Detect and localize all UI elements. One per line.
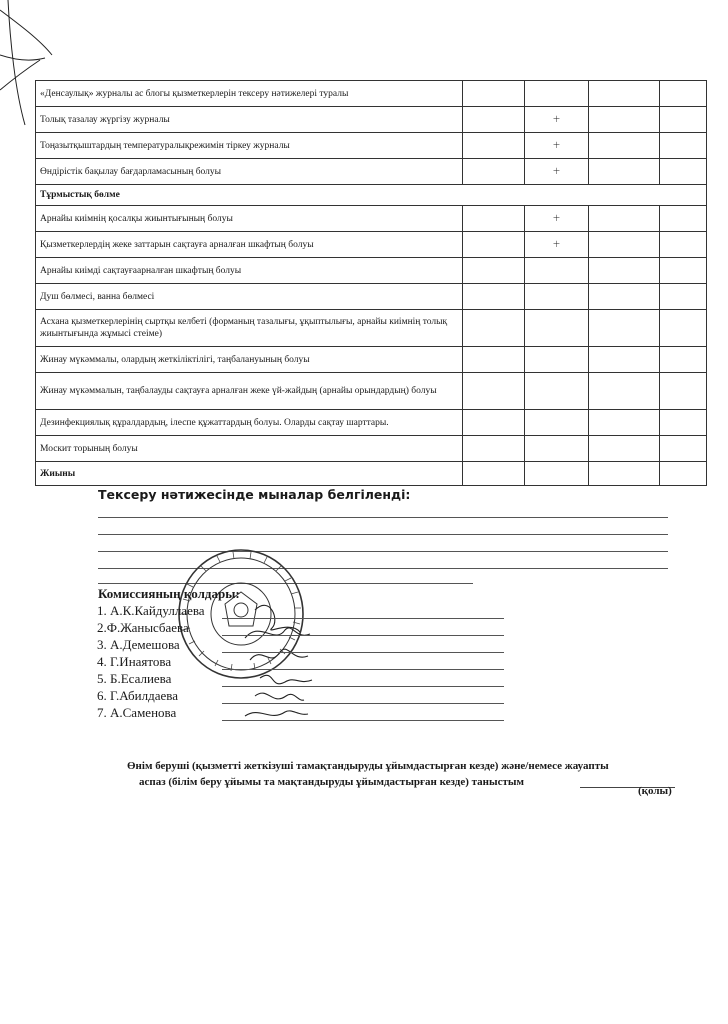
row-mark-cell — [525, 284, 589, 310]
results-title: Тексеру нәтижесінде мыналар белгіленді: — [98, 487, 411, 502]
row-mark-cell — [525, 347, 589, 373]
commission-member: 1. А.К.Кайдуллаева — [97, 603, 205, 618]
row-mark-cell — [660, 373, 707, 410]
row-mark-cell: + — [525, 206, 589, 232]
row-mark-cell: + — [525, 232, 589, 258]
row-label: Қызметкерлердің жеке заттарын сақтауға арналған шкафтың болуы — [36, 232, 463, 258]
row-mark-cell — [463, 133, 525, 159]
table-row — [36, 462, 707, 486]
row-mark-cell — [589, 258, 660, 284]
row-mark-cell — [525, 462, 589, 486]
row-mark-cell — [589, 436, 660, 462]
footer-signature-label: (қолы) — [638, 785, 672, 797]
table-row — [36, 436, 707, 462]
results-line — [98, 534, 668, 535]
row-mark-cell — [660, 436, 707, 462]
row-mark-cell — [463, 81, 525, 107]
row-mark-cell — [463, 107, 525, 133]
footer-line-2: аспаз (білім беру ұйымы та мақтандыруды ұйымдастырған кезде) таныстым — [139, 776, 524, 788]
row-label: Өндірістік бақылау бағдарламасының болуы — [36, 159, 463, 185]
row-mark-cell — [589, 81, 660, 107]
signature-line — [222, 635, 504, 636]
row-mark-cell — [463, 462, 525, 486]
row-mark-cell — [525, 310, 589, 347]
row-mark-cell — [463, 347, 525, 373]
table-row — [36, 81, 707, 107]
row-mark-cell — [660, 410, 707, 436]
row-mark-cell — [463, 232, 525, 258]
table-row — [36, 347, 707, 373]
row-mark-cell — [589, 133, 660, 159]
row-label: Толық тазалау жүргізу журналы — [36, 107, 463, 133]
handwritten-signatures — [200, 590, 330, 725]
row-mark-cell — [589, 310, 660, 347]
row-mark-cell — [589, 232, 660, 258]
row-mark-cell — [525, 373, 589, 410]
table-row — [36, 185, 707, 206]
inspection-checklist-table — [35, 80, 707, 486]
table-row — [36, 107, 707, 133]
row-label: Жинау мүкәммалын, таңбалауды сақтауға арналған жеке үй-жайдың (арнайы орындардың) болуы — [36, 373, 463, 410]
row-mark-cell — [463, 436, 525, 462]
row-mark-cell — [463, 410, 525, 436]
commission-member: 3. А.Демешова — [97, 637, 180, 652]
row-mark-cell — [525, 410, 589, 436]
table-row — [36, 373, 707, 410]
table-row — [36, 206, 707, 232]
signature-line — [222, 669, 504, 670]
row-mark-cell — [660, 232, 707, 258]
row-label: Асхана қызметкерлерінің сыртқы келбеті (форманың тазалығы, ұқыптылығы, арнайы киімнің толық жиынтығында жұмысі стеіме) — [36, 310, 463, 347]
row-mark-cell — [660, 347, 707, 373]
row-label: Дезинфекциялық құралдардың, ілеспе құжаттардың болуы. Оларды сақтау шарттары. — [36, 410, 463, 436]
row-mark-cell — [660, 206, 707, 232]
signature-line — [222, 652, 504, 653]
row-mark-cell — [660, 258, 707, 284]
row-mark-cell — [660, 133, 707, 159]
signature-line — [222, 703, 504, 704]
results-line — [98, 517, 668, 518]
table-row — [36, 284, 707, 310]
row-mark-cell — [463, 258, 525, 284]
commission-member: 5. Б.Есалиева — [97, 671, 172, 686]
table-row — [36, 410, 707, 436]
row-mark-cell — [660, 462, 707, 486]
commission-member: 6. Г.Абилдаева — [97, 688, 178, 703]
row-mark-cell — [589, 373, 660, 410]
row-label: Арнайы киімді сақтауғаарналған шкафтың болуы — [36, 258, 463, 284]
table-row — [36, 310, 707, 347]
row-mark-cell — [525, 436, 589, 462]
row-mark-cell — [589, 284, 660, 310]
row-mark-cell — [463, 373, 525, 410]
row-mark-cell — [660, 310, 707, 347]
commission-member: 7. А.Саменова — [97, 705, 177, 720]
signature-line — [222, 618, 504, 619]
table-row — [36, 232, 707, 258]
commission-title: Комиссияның қолдары: — [98, 586, 240, 601]
row-mark-cell — [463, 206, 525, 232]
row-mark-cell — [660, 107, 707, 133]
row-mark-cell — [589, 159, 660, 185]
row-label: Жиыны — [36, 462, 463, 486]
row-label: Тоңазытқыштардың температуралықрежимін тіркеу журналы — [36, 133, 463, 159]
row-mark-cell — [589, 206, 660, 232]
row-mark-cell: + — [525, 133, 589, 159]
row-label: Москит торының болуы — [36, 436, 463, 462]
row-mark-cell — [525, 81, 589, 107]
row-mark-cell — [589, 107, 660, 133]
row-mark-cell — [463, 159, 525, 185]
row-mark-cell — [589, 410, 660, 436]
checklist-body — [36, 81, 707, 486]
row-mark-cell — [589, 462, 660, 486]
row-mark-cell — [660, 284, 707, 310]
commission-member: 4. Г.Инаятова — [97, 654, 172, 669]
row-label: Арнайы киімнің қосалқы жиынтығының болуы — [36, 206, 463, 232]
row-mark-cell — [589, 347, 660, 373]
row-mark-cell — [660, 81, 707, 107]
table-row — [36, 159, 707, 185]
footer-line-1: Өнім беруші (қызметті жеткізуші тамақтандыруды ұйымдастырған кезде) және/немесе жауапты — [127, 760, 609, 772]
row-label: Тұрмыстық бөлме — [36, 185, 707, 206]
row-mark-cell — [463, 310, 525, 347]
row-label: Душ бөлмесі, ванна бөлмесі — [36, 284, 463, 310]
signature-line — [222, 720, 504, 721]
signature-line — [222, 686, 504, 687]
row-mark-cell: + — [525, 107, 589, 133]
row-label: Жинау мүкәммалы, олардың жеткіліктілігі, таңбалануының болуы — [36, 347, 463, 373]
row-mark-cell — [660, 159, 707, 185]
row-mark-cell — [463, 284, 525, 310]
row-mark-cell: + — [525, 159, 589, 185]
row-mark-cell — [525, 258, 589, 284]
commission-member: 2.Ф.Жаныcбаева — [97, 620, 189, 635]
table-row — [36, 133, 707, 159]
table-row — [36, 258, 707, 284]
row-label: «Денсаулық» журналы ас блогы қызметкерлерін тексеру нәтижелері туралы — [36, 81, 463, 107]
